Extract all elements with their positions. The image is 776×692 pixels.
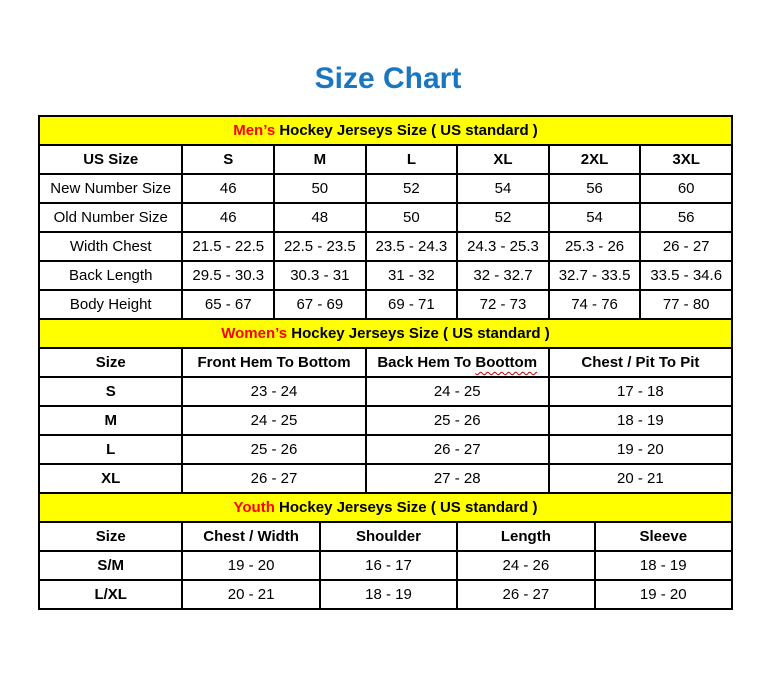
column-header: Chest / Width <box>182 522 319 551</box>
column-header: S <box>182 145 274 174</box>
page <box>0 62 776 692</box>
column-header: US Size <box>39 145 182 174</box>
column-header: Front Hem To Bottom <box>182 348 365 377</box>
column-header: 3XL <box>640 145 732 174</box>
data-cell: 25.3 - 26 <box>549 232 641 261</box>
data-cell: 26 - 27 <box>457 580 594 609</box>
data-cell: 67 - 69 <box>274 290 366 319</box>
mens-banner <box>39 116 732 145</box>
row-label: S <box>39 377 182 406</box>
data-cell: 56 <box>549 174 641 203</box>
column-header: XL <box>457 145 549 174</box>
column-header <box>366 348 549 377</box>
table-row <box>39 203 732 232</box>
row-label: Back Length <box>39 261 182 290</box>
column-header: Size <box>39 522 182 551</box>
data-cell: 18 - 19 <box>549 406 732 435</box>
data-cell: 24 - 26 <box>457 551 594 580</box>
data-cell: 50 <box>274 174 366 203</box>
row-label: L <box>39 435 182 464</box>
table-row <box>39 290 732 319</box>
table-row <box>39 406 732 435</box>
data-cell: 18 - 19 <box>595 551 732 580</box>
data-cell: 24.3 - 25.3 <box>457 232 549 261</box>
data-cell: 19 - 20 <box>595 580 732 609</box>
data-cell: 23 - 24 <box>182 377 365 406</box>
data-cell: 56 <box>640 203 732 232</box>
banner-highlight: Men’s <box>233 122 276 139</box>
page-title: Size Chart <box>314 62 462 95</box>
data-cell: 54 <box>549 203 641 232</box>
data-cell: 26 - 27 <box>366 435 549 464</box>
row-label: Body Height <box>39 290 182 319</box>
womens-banner-row <box>39 319 732 348</box>
data-cell: 17 - 18 <box>549 377 732 406</box>
data-cell: 65 - 67 <box>182 290 274 319</box>
banner-highlight: Women’s <box>221 325 288 342</box>
data-cell: 19 - 20 <box>549 435 732 464</box>
data-cell: 31 - 32 <box>366 261 458 290</box>
youth-header-row <box>39 522 732 551</box>
data-cell: 77 - 80 <box>640 290 732 319</box>
data-cell: 69 - 71 <box>366 290 458 319</box>
data-cell: 20 - 21 <box>182 580 319 609</box>
data-cell: 60 <box>640 174 732 203</box>
data-cell: 22.5 - 23.5 <box>274 232 366 261</box>
data-cell: 74 - 76 <box>549 290 641 319</box>
data-cell: 26 - 27 <box>182 464 365 493</box>
data-cell: 50 <box>366 203 458 232</box>
table-row <box>39 261 732 290</box>
banner-text: Hockey Jerseys Size ( US standard ) <box>275 122 538 139</box>
table-row <box>39 174 732 203</box>
data-cell: 46 <box>182 203 274 232</box>
youth-banner <box>39 493 732 522</box>
misspelled-word: Boottom <box>475 354 538 371</box>
womens-header-row <box>39 348 732 377</box>
column-header: L <box>366 145 458 174</box>
data-cell: 30.3 - 31 <box>274 261 366 290</box>
banner-text: Hockey Jerseys Size ( US standard ) <box>274 499 538 516</box>
row-label: L/XL <box>39 580 182 609</box>
row-label: XL <box>39 464 182 493</box>
banner-highlight: Youth <box>233 499 275 516</box>
table-row <box>39 435 732 464</box>
table-row <box>39 464 732 493</box>
data-cell: 16 - 17 <box>320 551 457 580</box>
column-header: M <box>274 145 366 174</box>
data-cell: 24 - 25 <box>182 406 365 435</box>
data-cell: 48 <box>274 203 366 232</box>
data-cell: 19 - 20 <box>182 551 319 580</box>
row-label: S/M <box>39 551 182 580</box>
mens-banner-row <box>39 116 732 145</box>
table-row <box>39 232 732 261</box>
column-header: Sleeve <box>595 522 732 551</box>
banner-text: Hockey Jerseys Size ( US standard ) <box>287 325 550 342</box>
data-cell: 24 - 25 <box>366 377 549 406</box>
row-label: Old Number Size <box>39 203 182 232</box>
header-text: Back Hem To <box>377 354 476 371</box>
data-cell: 25 - 26 <box>366 406 549 435</box>
row-label: M <box>39 406 182 435</box>
table-row <box>39 551 732 580</box>
womens-banner <box>39 319 732 348</box>
womens-size-table <box>38 318 733 494</box>
data-cell: 54 <box>457 174 549 203</box>
data-cell: 18 - 19 <box>320 580 457 609</box>
data-cell: 33.5 - 34.6 <box>640 261 732 290</box>
column-header: Chest / Pit To Pit <box>549 348 732 377</box>
column-header: 2XL <box>549 145 641 174</box>
row-label: Width Chest <box>39 232 182 261</box>
data-cell: 27 - 28 <box>366 464 549 493</box>
data-cell: 46 <box>182 174 274 203</box>
column-header: Length <box>457 522 594 551</box>
data-cell: 29.5 - 30.3 <box>182 261 274 290</box>
data-cell: 26 - 27 <box>640 232 732 261</box>
data-cell: 23.5 - 24.3 <box>366 232 458 261</box>
data-cell: 52 <box>457 203 549 232</box>
row-label: New Number Size <box>39 174 182 203</box>
table-row <box>39 580 732 609</box>
data-cell: 32.7 - 33.5 <box>549 261 641 290</box>
youth-banner-row <box>39 493 732 522</box>
data-cell: 21.5 - 22.5 <box>182 232 274 261</box>
data-cell: 20 - 21 <box>549 464 732 493</box>
size-chart-tables <box>38 115 733 610</box>
data-cell: 72 - 73 <box>457 290 549 319</box>
youth-size-table <box>38 492 733 610</box>
mens-size-table <box>38 115 733 320</box>
mens-header-row <box>39 145 732 174</box>
column-header: Size <box>39 348 182 377</box>
table-row <box>39 377 732 406</box>
data-cell: 25 - 26 <box>182 435 365 464</box>
data-cell: 52 <box>366 174 458 203</box>
data-cell: 32 - 32.7 <box>457 261 549 290</box>
column-header: Shoulder <box>320 522 457 551</box>
